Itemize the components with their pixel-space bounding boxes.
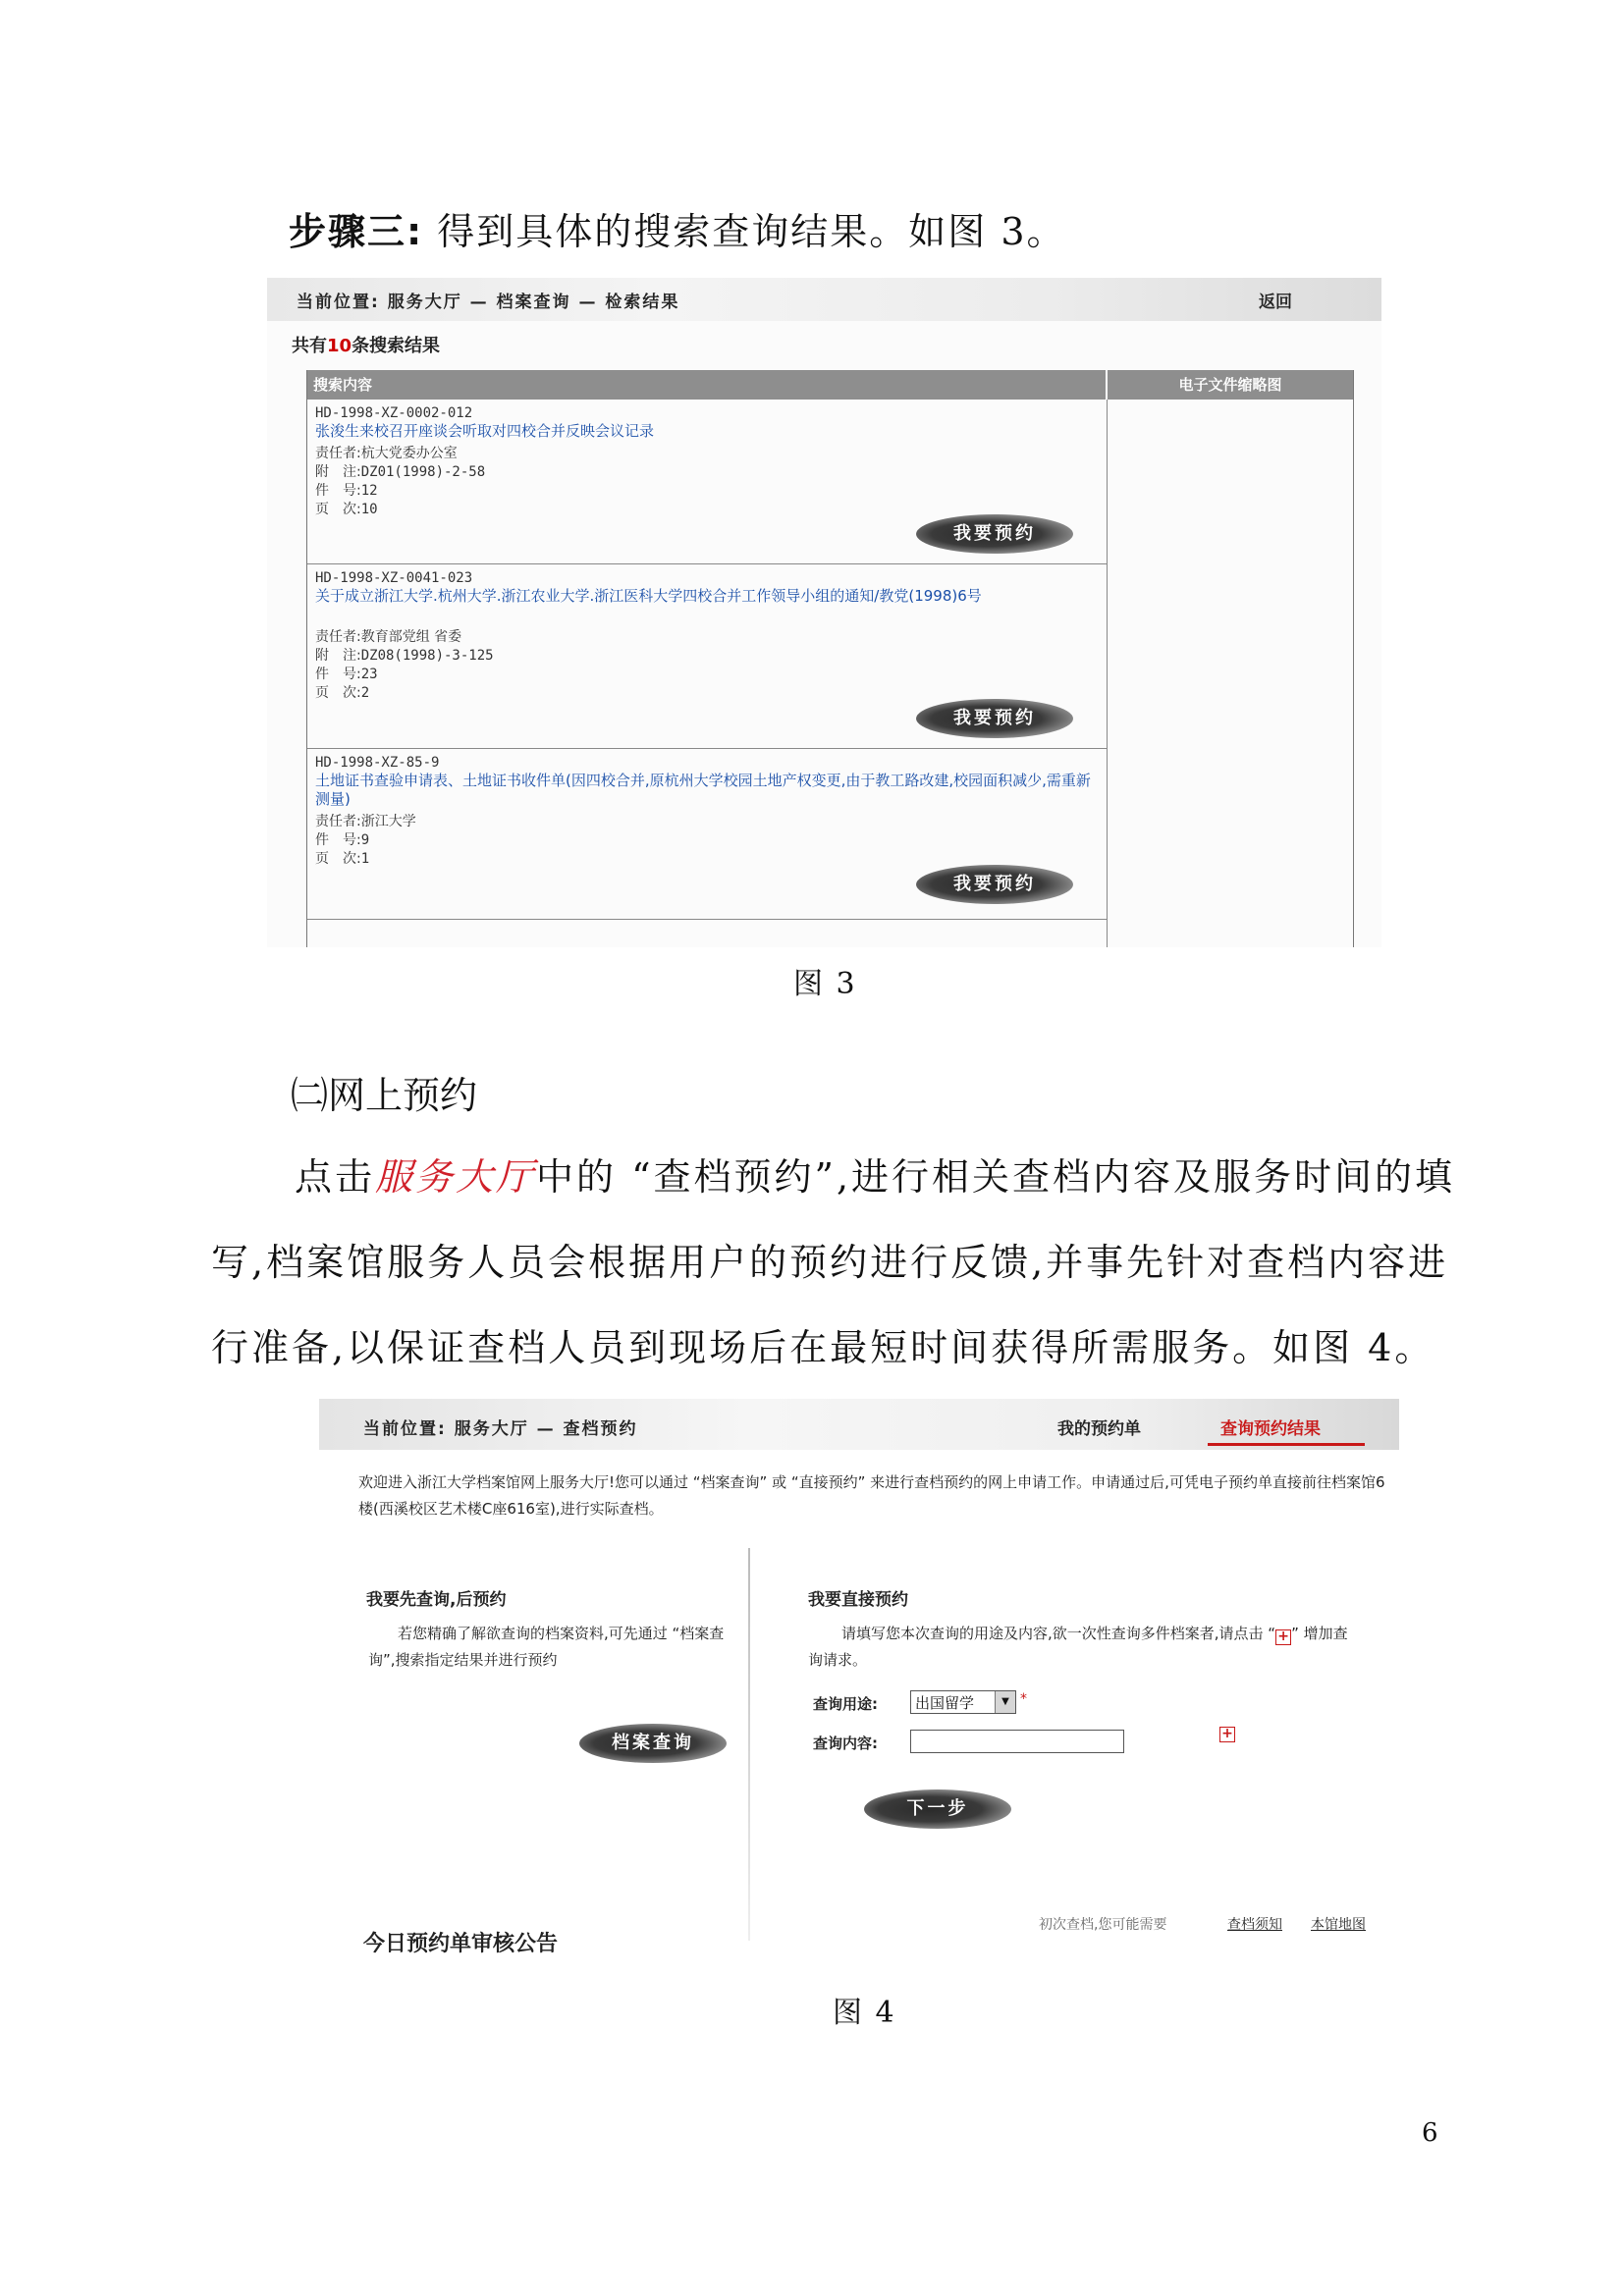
daily-review-notice-title: 今日预约单审核公告 (363, 1932, 559, 1956)
page-count-line (315, 499, 378, 518)
breadcrumb: 当前位置: 服务大厅 — 档案查询 — 检索结果 (297, 293, 680, 312)
note-line (315, 645, 494, 665)
footer-hint: 初次查档,您可能需要 (1039, 1917, 1167, 1933)
responsible-label: 责任者: (315, 446, 361, 461)
note-line (315, 461, 485, 481)
responsible-value: 浙江大学 (360, 814, 416, 829)
column-divider (1107, 400, 1108, 947)
table-row (307, 400, 1107, 564)
page-count-label: 页 次: (315, 851, 361, 867)
plus-icon: + (1275, 1629, 1291, 1645)
archive-id: HD-1998-XZ-0002-012 (315, 405, 473, 421)
responsible-line (315, 443, 458, 462)
service-hall-highlight: 服务大厅 (375, 1155, 537, 1199)
responsible-value: 教育部党组 省委 (360, 629, 462, 645)
responsible-value: 杭大党委办公室 (360, 446, 458, 461)
responsible-line (315, 626, 461, 646)
item-number-label: 件 号: (315, 832, 361, 848)
reserve-button[interactable]: 我要预约 (916, 865, 1073, 904)
page-count-value: 2 (360, 685, 370, 701)
result-count-prefix: 共有 (292, 336, 327, 356)
required-asterisk: * (1020, 1691, 1027, 1707)
item-number-line (315, 829, 369, 849)
panel-divider (748, 1548, 750, 1941)
page-count-label: 页 次: (315, 502, 361, 517)
direct-reserve-text-b: ” 增加查询请求。 (808, 1625, 1348, 1669)
archive-title-link[interactable]: 土地证书查验申请表、土地证书收件单(因四校合并,原杭州大学校园土地产权变更,由于教工路改建,校园面积减少,需重新测量) (315, 772, 1091, 808)
paragraph-line-1 (295, 1147, 1456, 1201)
item-number-value: 23 (360, 667, 378, 682)
active-tab-underline (1208, 1443, 1365, 1446)
page-count-line (315, 682, 369, 702)
step3-text: 得到具体的搜索查询结果。如图 3。 (437, 210, 1066, 253)
direct-reserve-text-a: 请填写您本次查询的用途及内容,欲一次性查询多件档案者,请点击 “ (841, 1625, 1276, 1642)
para-prefix: 点击 (295, 1155, 376, 1199)
item-number-value: 12 (360, 483, 378, 499)
result-count-suffix: 条搜索结果 (352, 336, 441, 356)
step3-heading (289, 201, 1066, 255)
query-first-heading: 我要先查询,后预约 (366, 1590, 507, 1610)
result-count (292, 332, 440, 357)
dropdown-arrow-icon[interactable]: ▼ (995, 1691, 1015, 1713)
table-row (307, 564, 1107, 749)
page-count-value: 1 (360, 851, 370, 867)
section-title: ㈡网上预约 (291, 1074, 478, 1117)
item-number-line (315, 480, 378, 500)
responsible-label: 责任者: (315, 629, 361, 645)
column-header-content: 搜索内容 (307, 370, 1107, 400)
figure-4-caption: 图 4 (833, 1996, 896, 2030)
para-line1-rest: 中的 “查档预约”,进行相关查档内容及服务时间的填 (536, 1155, 1456, 1199)
purpose-select[interactable] (910, 1690, 1016, 1714)
reserve-button[interactable]: 我要预约 (916, 514, 1073, 554)
archive-id: HD-1998-XZ-0041-023 (315, 570, 473, 586)
purpose-selected-value: 出国留学 (915, 1694, 975, 1712)
breadcrumb: 当前位置: 服务大厅 — 查档预约 (363, 1419, 638, 1439)
note-value: DZ08(1998)-3-125 (360, 648, 494, 664)
direct-reserve-description (808, 1621, 1358, 1674)
item-number-value: 9 (360, 832, 370, 848)
page-count-value: 10 (360, 502, 378, 517)
back-link[interactable]: 返回 (1259, 293, 1292, 312)
content-label: 查询内容: (813, 1735, 878, 1752)
note-value: DZ01(1998)-2-58 (360, 464, 486, 480)
next-step-button[interactable]: 下一步 (864, 1789, 1011, 1829)
table-row (307, 749, 1107, 920)
item-number-label: 件 号: (315, 483, 361, 499)
welcome-text: 欢迎进入浙江大学档案馆网上服务大厅!您可以通过 “档案查询” 或 “直接预约” 来进行查档预约的网上申请工作。申请通过后,可凭电子预约单直接前往档案馆6楼(西溪校区艺术楼C座616室),进行实际查档。 (358, 1473, 1385, 1518)
note-label: 附 注: (315, 648, 361, 664)
item-number-line (315, 664, 378, 683)
content-input[interactable] (910, 1730, 1124, 1753)
responsible-label: 责任者: (315, 814, 361, 829)
add-request-plus-icon[interactable]: + (1219, 1727, 1235, 1742)
query-first-description: 若您精确了解欲查询的档案资料,可先通过 “档案查询”,搜索指定结果并进行预约 (368, 1625, 725, 1669)
result-count-number: 10 (327, 336, 352, 356)
query-results-link[interactable]: 查询预约结果 (1220, 1419, 1321, 1439)
responsible-line (315, 811, 416, 830)
page-count-label: 页 次: (315, 685, 361, 701)
purpose-label: 查询用途: (813, 1695, 878, 1713)
figure-3-screenshot (267, 278, 1381, 947)
column-header-thumbnail: 电子文件缩略图 (1108, 370, 1353, 400)
paragraph-line-2: 写,档案馆服务人员会根据用户的预约进行反馈,并事先针对查档内容进 (211, 1241, 1449, 1284)
note-label: 附 注: (315, 464, 361, 480)
figure-4-screenshot (319, 1399, 1399, 1941)
figure-3-caption: 图 3 (793, 967, 857, 1001)
paragraph-line-3: 行准备,以保证查档人员到现场后在最短时间获得所需服务。如图 4。 (211, 1326, 1435, 1369)
step3-label: 步骤三: (289, 210, 424, 253)
archive-query-button[interactable]: 档案查询 (579, 1724, 727, 1763)
results-table (306, 370, 1354, 947)
my-reservations-link[interactable]: 我的预约单 (1057, 1419, 1141, 1439)
reserve-button[interactable]: 我要预约 (916, 699, 1073, 738)
page-number: 6 (1422, 2118, 1438, 2148)
archive-id: HD-1998-XZ-85-9 (315, 755, 440, 771)
archive-title-link[interactable]: 关于成立浙江大学.杭州大学.浙江农业大学.浙江医科大学四校合并工作领导小组的通知/教党(1998)6号 (315, 587, 982, 605)
item-number-label: 件 号: (315, 667, 361, 682)
instructions-link[interactable]: 查档须知 (1227, 1917, 1282, 1933)
archive-title-link[interactable]: 张浚生来校召开座谈会听取对四校合并反映会议记录 (315, 422, 655, 440)
map-link[interactable]: 本馆地图 (1311, 1917, 1366, 1933)
page-count-line (315, 848, 369, 868)
direct-reserve-heading: 我要直接预约 (808, 1590, 908, 1610)
